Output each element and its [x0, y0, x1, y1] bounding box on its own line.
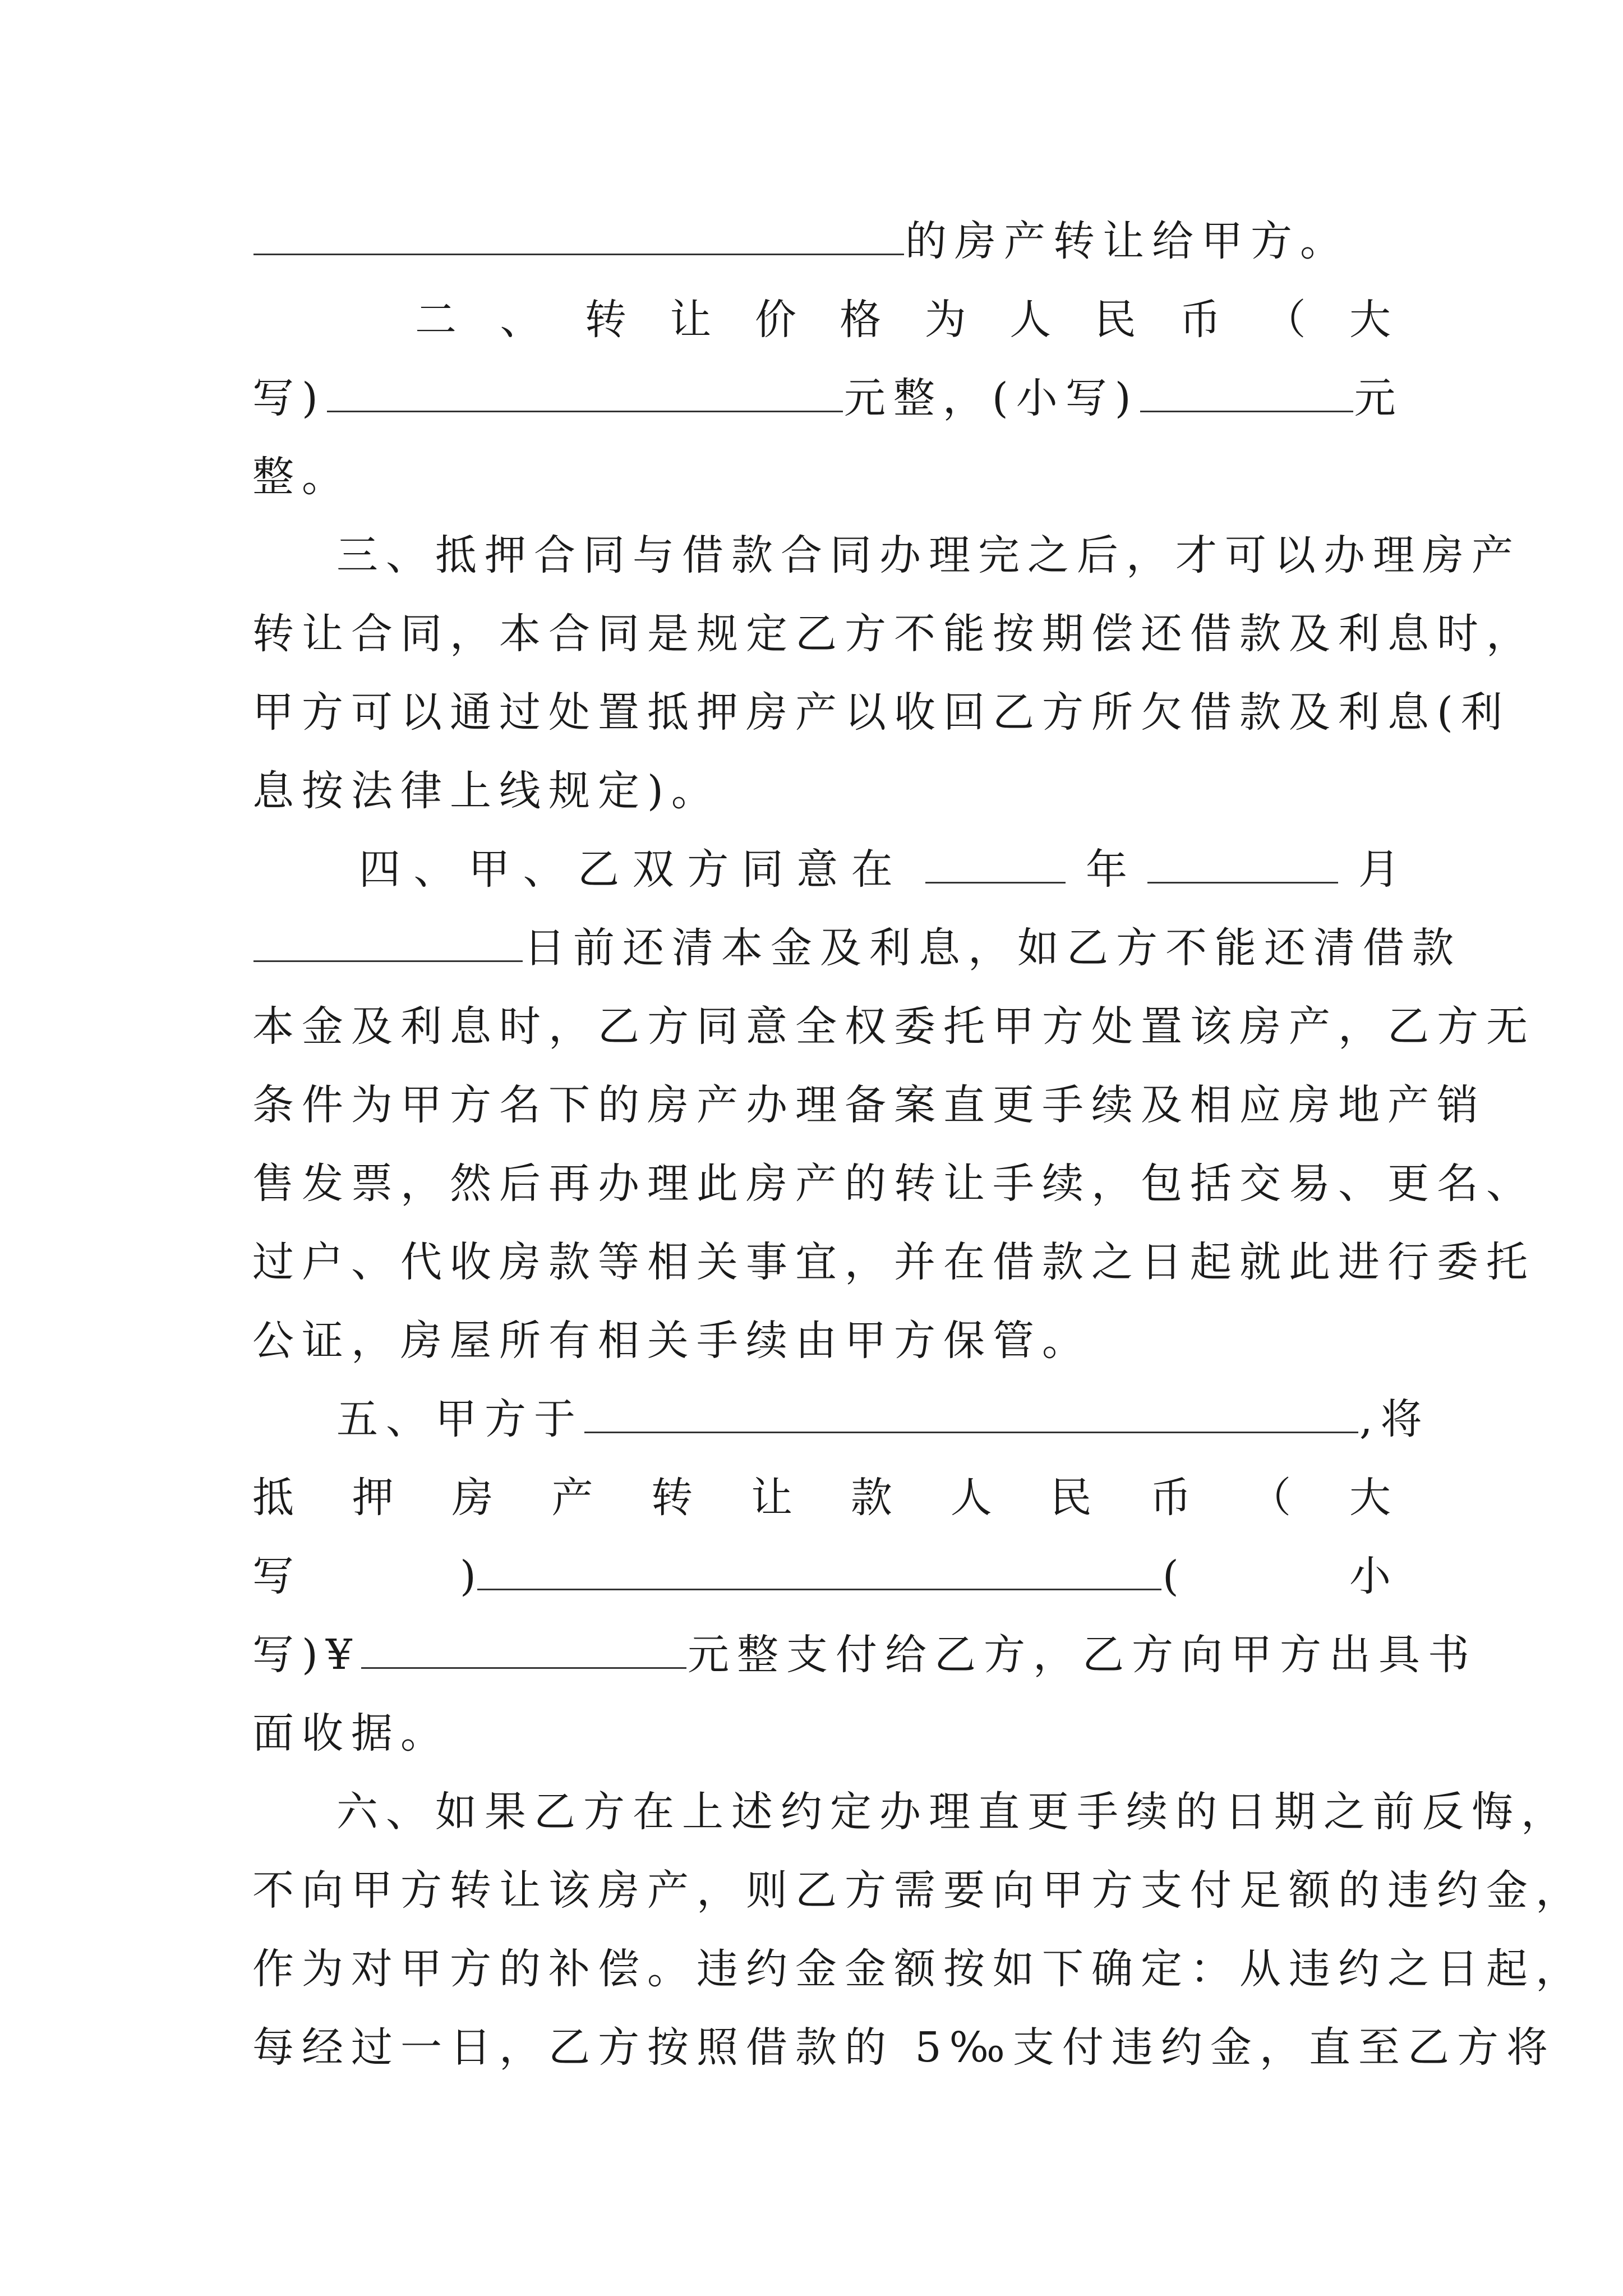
transfer-amount-uppercase-blank[interactable] — [477, 1554, 1161, 1590]
clause-4-head — [359, 830, 909, 909]
year-label: 年 — [1086, 845, 1127, 894]
clause-4-line-1 — [359, 830, 1400, 909]
clause-5-text: ,将 — [1359, 1395, 1430, 1443]
clause-2-line-3: 整。 — [252, 453, 351, 501]
day-blank[interactable] — [253, 926, 523, 962]
clause-5-char: 人 — [950, 1474, 992, 1522]
clause-3-line-1: 三、抵押合同与借款合同办理完之后，才可以办理房产 — [336, 531, 1521, 579]
clause-2-line-2 — [252, 359, 1404, 438]
clause-4-char: 同 — [741, 845, 783, 894]
clause-5-text: ) — [460, 1552, 476, 1600]
clause-5-char: 产 — [551, 1474, 593, 1522]
clause-5-line-5: 面收据。 — [252, 1709, 450, 1757]
clause-4-line-7: 公证，房屋所有相关手续由甲方保管。 — [252, 1317, 1091, 1365]
clause-2-text: 写) — [252, 374, 326, 422]
clause-4-char: 四 — [359, 845, 400, 894]
clause-6-line-4: 每经过一日，乙方按照借款的 5‰支付违约金，直至乙方将 — [252, 2023, 1556, 2072]
property-blank[interactable] — [253, 219, 904, 255]
clause-4-line-2 — [252, 909, 1461, 987]
clause-4-line-6: 过户、代收房款等相关事宜，并在借款之日起就此进行委托 — [252, 1238, 1536, 1286]
clause-1-tail: 的房产转让给甲方。 — [905, 217, 1349, 265]
clause-5-char: （ — [1249, 1474, 1292, 1522]
clause-5-char: 转 — [651, 1474, 693, 1522]
clause-4-char: 、 — [523, 845, 565, 894]
year-blank[interactable] — [925, 847, 1066, 884]
clause-2-char: 为 — [924, 296, 966, 344]
clause-5-char: 民 — [1050, 1474, 1092, 1522]
clause-5-line-1 — [336, 1380, 1430, 1458]
clause-5-char: 款 — [850, 1474, 892, 1522]
clause-5-text: 写 — [252, 1552, 294, 1600]
clause-2-char: 、 — [500, 296, 542, 344]
clause-5-text: 写)¥ — [252, 1631, 360, 1679]
payment-date-blank[interactable] — [584, 1397, 1358, 1433]
clause-4-char: 在 — [851, 845, 893, 894]
clause-2-char: 二 — [415, 296, 457, 344]
clause-5-char: 让 — [751, 1474, 793, 1522]
price-uppercase-blank[interactable] — [327, 376, 843, 412]
clause-2-text: 元整，(小写) — [843, 374, 1139, 422]
clause-5-line-4 — [252, 1616, 1477, 1694]
clause-5-text: 元整支付给乙方，乙方向甲方出具书 — [687, 1631, 1477, 1679]
month-label: 月 — [1358, 845, 1400, 894]
clause-4-line-5: 售发票，然后再办理此房产的转让手续，包括交易、更名、 — [252, 1159, 1536, 1208]
clause-2-char: 民 — [1094, 296, 1136, 344]
clause-2-text: 元 — [1354, 374, 1404, 422]
clause-2-char: 人 — [1009, 296, 1052, 344]
month-blank[interactable] — [1147, 847, 1338, 884]
clause-2-char: 格 — [840, 296, 882, 344]
clause-5-char: 押 — [352, 1474, 394, 1522]
clause-2-char: （ — [1264, 296, 1306, 344]
clause-2-char: 币 — [1179, 296, 1221, 344]
clause-4-line-3: 本金及利息时，乙方同意全权委托甲方处置该房产，乙方无 — [252, 1002, 1536, 1051]
clause-2-line-1 — [415, 280, 1391, 359]
clause-5-char: 房 — [451, 1474, 494, 1522]
clause-3-line-2: 转让合同，本合同是规定乙方不能按期偿还借款及利息时， — [252, 610, 1536, 658]
clause-6-line-1: 六、如果乙方在上述约定办理直更手续的日期之前反悔， — [336, 1788, 1570, 1836]
clause-5-line-2 — [252, 1458, 1391, 1537]
clause-5-text: ( — [1162, 1552, 1179, 1600]
clause-4-char: 意 — [796, 845, 838, 894]
clause-4-line-4: 条件为甲方名下的房产办理备案直更手续及相应房地产销 — [252, 1081, 1486, 1129]
clause-1-line — [252, 202, 1391, 280]
clause-3-line-4: 息按法律上线规定)。 — [252, 767, 721, 815]
clause-5-text: 小 — [1349, 1552, 1391, 1600]
clause-5-char: 币 — [1150, 1474, 1192, 1522]
clause-4-char: 双 — [632, 845, 674, 894]
clause-6-line-3: 作为对甲方的补偿。违约金金额按如下确定：从违约之日起， — [252, 1945, 1585, 1993]
clause-4-char: 方 — [687, 845, 729, 894]
clause-4-char: 乙 — [578, 845, 620, 894]
clause-3-line-3: 甲方可以通过处置抵押房产以收回乙方所欠借款及利息(利 — [252, 688, 1510, 737]
clause-5-text: 五、甲方于 — [336, 1395, 583, 1443]
clause-5-char: 抵 — [252, 1474, 294, 1522]
clause-5-char: 大 — [1349, 1474, 1391, 1522]
clause-2-char: 大 — [1349, 296, 1391, 344]
clause-2-char: 转 — [584, 296, 626, 344]
clause-2-char: 让 — [670, 296, 712, 344]
clause-6-line-2: 不向甲方转让该房产，则乙方需要向甲方支付足额的违约金， — [252, 1866, 1585, 1915]
transfer-amount-lowercase-blank[interactable] — [361, 1632, 686, 1669]
clause-5-line-3 — [252, 1537, 1391, 1616]
clause-2-char: 价 — [754, 296, 796, 344]
clause-4-text: 日前还清本金及利息，如乙方不能还清借款 — [524, 924, 1461, 972]
price-lowercase-blank[interactable] — [1140, 376, 1353, 412]
clause-4-char: 、 — [413, 845, 455, 894]
clause-4-char: 甲 — [468, 845, 510, 894]
